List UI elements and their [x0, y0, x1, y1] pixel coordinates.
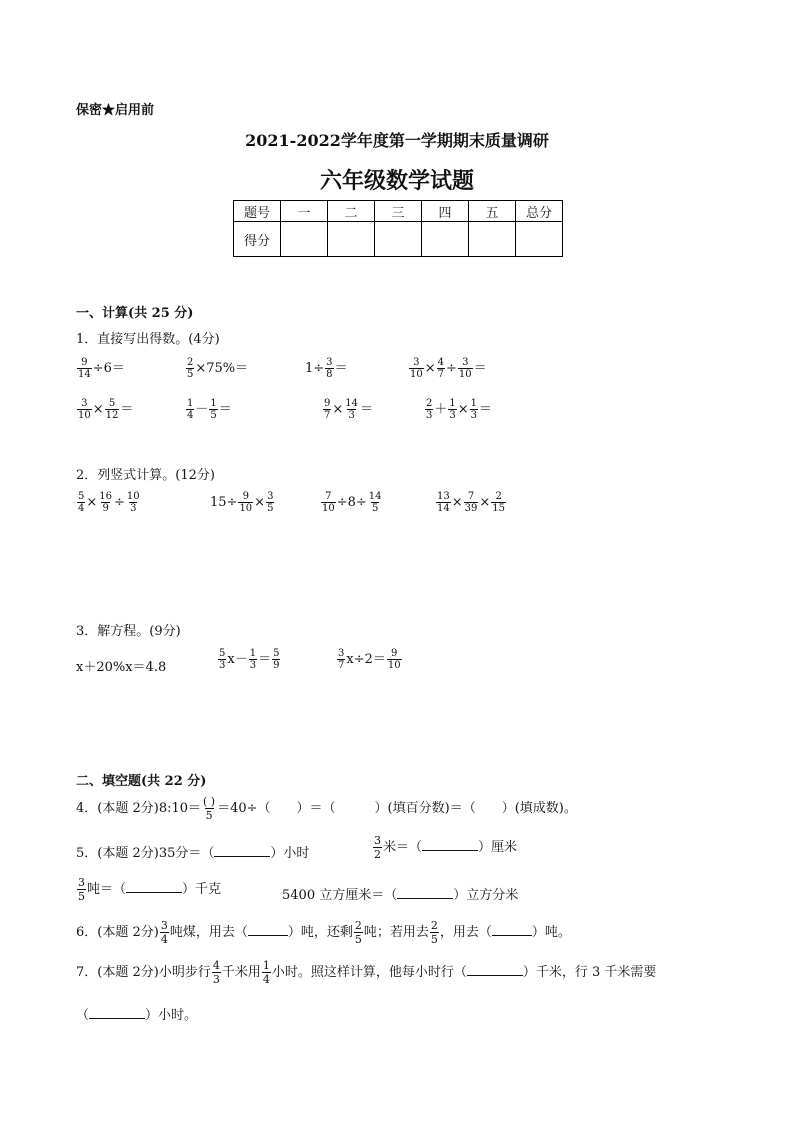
fraction: $\frac{4}{7}$: [437, 357, 445, 380]
fraction: $\frac{3}{10}$: [78, 398, 91, 421]
answer-blank[interactable]: [397, 888, 453, 899]
fraction: $\frac{9}{14}$: [78, 357, 91, 380]
fraction: $\frac{7}{10}$: [322, 491, 335, 514]
question-3-title: 3．解方程。(9分): [76, 624, 181, 639]
q2-expr-1: $\frac{5}{4}$ × $\frac{16}{9}$ ÷ $\frac{10}{3}$: [78, 491, 140, 514]
score-table-cell: 四: [422, 201, 469, 222]
fraction: $\frac{1}{3}$: [249, 648, 257, 671]
fraction: $\frac{2}{15}$: [492, 491, 506, 514]
q1-expr-1: $\frac{9}{14}$ ÷6＝: [78, 357, 125, 380]
fraction: $\frac{3}{10}$: [458, 357, 472, 380]
fraction: $\frac{2}{5}$: [354, 919, 362, 946]
q3-equation-3: $\frac{3}{7}$ x÷2＝ $\frac{9}{10}$: [338, 648, 401, 671]
score-table-cell: 一: [281, 201, 328, 222]
question-1-title: 1．直接写出得数。(4分): [76, 332, 220, 347]
answer-blank[interactable]: [126, 882, 182, 893]
score-input-cell[interactable]: [422, 222, 469, 257]
score-table: [233, 200, 563, 257]
question-7: 7．(本题 2分)小明步行 $\frac{4}{3}$ 千米用 $\frac{1}{4}$ 小时。照这样计算，他每小时行（ ）千米，行 3 千米需要: [76, 959, 657, 986]
exam-subtitle: 六年级数学试题: [319, 168, 474, 194]
score-table-score-row: [234, 222, 563, 257]
fraction: $\frac{13}{14}$: [437, 491, 450, 514]
answer-blank[interactable]: [248, 925, 288, 936]
fraction: $\frac{3}{4}$: [160, 919, 168, 946]
q1-expr-2: $\frac{2}{5}$ ×75%＝: [187, 357, 249, 380]
fraction: $\frac{14}{5}$: [368, 491, 382, 514]
question-5-c: $\frac{3}{5}$ 吨＝（ ）千克: [78, 876, 222, 903]
fraction: $\frac{3}{8}$: [326, 357, 333, 380]
fraction: $\frac{4}{3}$: [212, 959, 220, 986]
fraction: $\frac{3}{5}$: [78, 876, 85, 903]
question-5-a: 5．(本题 2分)35分＝（ ）小时: [76, 846, 310, 861]
q1-expr-4: $\frac{3}{10}$ × $\frac{4}{7}$ ÷ $\frac{3}{10}$ ＝: [410, 357, 487, 380]
score-input-cell[interactable]: [516, 222, 563, 257]
question-2-title: 2．列竖式计算。(12分): [76, 468, 215, 483]
q2-expr-2: 15÷ $\frac{9}{10}$ × $\frac{3}{5}$: [210, 491, 274, 514]
fraction: $\frac{9}{10}$: [239, 491, 253, 514]
answer-blank[interactable]: [214, 846, 270, 857]
fraction: $\frac{1}{5}$: [210, 398, 217, 421]
confidential-label: 保密★启用前: [76, 103, 155, 118]
answer-blank[interactable]: [492, 925, 532, 936]
question-5-b: $\frac{3}{2}$ 米＝（ ）厘米: [374, 834, 518, 861]
answer-blank[interactable]: [467, 965, 523, 976]
score-table-cell: 三: [375, 201, 422, 222]
q1-expr-3: 1÷ $\frac{3}{8}$ ＝: [305, 357, 348, 380]
question-6: 6．(本题 2分) $\frac{3}{4}$ 吨煤，用去（ ）吨，还剩 $\frac{2}{5}$ 吨；若用去 $\frac{2}{5}$ ，用去（ ）吨。: [76, 919, 571, 946]
score-input-cell[interactable]: [281, 222, 328, 257]
answer-blank[interactable]: [89, 1008, 145, 1019]
q1-expr-5: $\frac{3}{10}$ × $\frac{5}{12}$ ＝: [78, 398, 134, 421]
q2-expr-3: $\frac{7}{10}$ ÷8÷ $\frac{14}{5}$: [322, 491, 382, 514]
question-4: 4．(本题 2分)8:10＝ $\frac{( )}{5}$ ＝40÷（ ）＝（ ）(填百分数)＝（ ）(填成数)。: [76, 795, 577, 822]
fraction: $\frac{14}{3}$: [345, 398, 359, 421]
exam-title: 2021-2022学年度第一学期期末质量调研: [245, 131, 549, 150]
fraction: $\frac{5}{4}$: [78, 491, 85, 514]
score-table-cell: 题号: [234, 201, 281, 222]
answer-blank[interactable]: [422, 840, 478, 851]
fraction: $\frac{2}{3}$: [426, 398, 433, 421]
fraction: $\frac{2}{5}$: [430, 919, 438, 946]
fraction: $\frac{3}{10}$: [410, 357, 423, 380]
fraction: $\frac{10}{3}$: [126, 491, 140, 514]
score-table-cell: 得分: [234, 222, 281, 257]
fraction: $\frac{3}{2}$: [374, 834, 381, 861]
fraction: $\frac{5}{3}$: [219, 648, 226, 671]
score-table-cell: 总分: [516, 201, 563, 222]
q3-equation-1: x＋20%x＝4.8: [76, 660, 167, 675]
q3-equation-2: $\frac{5}{3}$ x－ $\frac{1}{3}$ ＝ $\frac{5}{9}$: [219, 648, 280, 671]
score-input-cell[interactable]: [469, 222, 516, 257]
q1-expr-6: $\frac{1}{4}$ － $\frac{1}{5}$ ＝: [187, 398, 232, 421]
fraction: $\frac{5}{9}$: [273, 648, 280, 671]
fraction: $\frac{7}{39}$: [464, 491, 478, 514]
fraction: $\frac{1}{3}$: [470, 398, 478, 421]
fraction: $\frac{1}{3}$: [449, 398, 456, 421]
score-table-header-row: [234, 201, 563, 222]
q2-expr-4: $\frac{13}{14}$ × $\frac{7}{39}$ × $\frac{2}{15}$: [437, 491, 506, 514]
score-input-cell[interactable]: [328, 222, 375, 257]
score-table-cell: 五: [469, 201, 516, 222]
fraction: $\frac{9}{7}$: [324, 398, 331, 421]
fraction: $\frac{16}{9}$: [99, 491, 113, 514]
fraction: $\frac{2}{5}$: [187, 357, 194, 380]
question-5-d: 5400 立方厘米＝（ ）立方分米: [282, 888, 519, 903]
score-input-cell[interactable]: [375, 222, 422, 257]
score-table-cell: 二: [328, 201, 375, 222]
question-7-cont: （ ）小时。: [76, 1008, 198, 1023]
fraction-blank: $\frac{( )}{5}$: [203, 795, 216, 822]
q1-expr-7: $\frac{9}{7}$ × $\frac{14}{3}$ ＝: [324, 398, 374, 421]
fraction: $\frac{5}{12}$: [105, 398, 119, 421]
fraction: $\frac{1}{4}$: [187, 398, 194, 421]
fraction: $\frac{9}{10}$: [387, 648, 401, 671]
fraction: $\frac{3}{5}$: [267, 491, 274, 514]
fraction: $\frac{1}{4}$: [262, 959, 270, 986]
section-2-title: 二、填空题(共 22 分): [76, 774, 207, 789]
q1-expr-8: $\frac{2}{3}$ ＋ $\frac{1}{3}$ × $\frac{1}{3}$ ＝: [426, 398, 493, 421]
section-1-title: 一、计算(共 25 分): [76, 306, 194, 321]
fraction: $\frac{3}{7}$: [338, 648, 345, 671]
